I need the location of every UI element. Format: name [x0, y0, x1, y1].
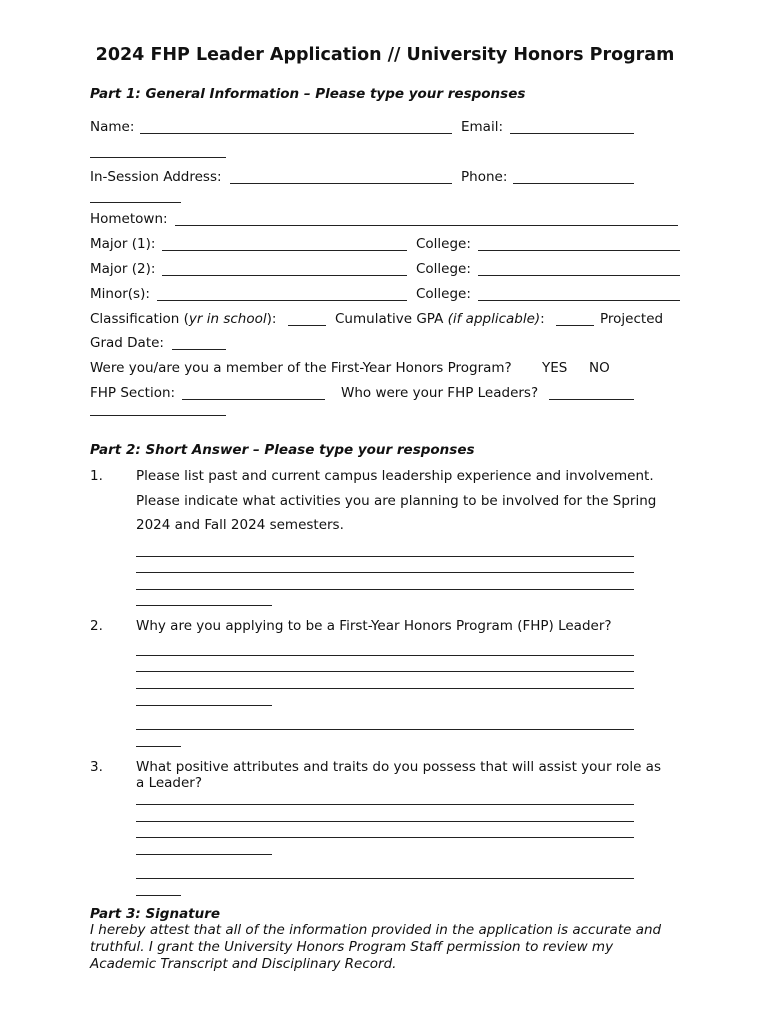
- college3-field[interactable]: [478, 300, 680, 301]
- q1-answer-line[interactable]: [136, 556, 634, 557]
- address-label: In-Session Address:: [90, 169, 222, 185]
- part3-heading: Part 3: Signature: [90, 906, 221, 922]
- college2-field[interactable]: [478, 275, 680, 276]
- attestation-line2: truthful. I grant the University Honors Program Staff permission to review my: [90, 939, 614, 955]
- q1-text-line2: Please indicate what activities you are planning to be involved for the Spring: [136, 493, 657, 509]
- q3-text-line2: a Leader?: [136, 775, 203, 791]
- leaders-field[interactable]: [549, 399, 634, 400]
- leaders-label: Who were your FHP Leaders?: [341, 385, 539, 401]
- q1-number: 1.: [90, 468, 103, 484]
- projected-label: Projected: [600, 311, 664, 327]
- q1-text-line1: Please list past and current campus leadership experience and involvement.: [136, 468, 654, 484]
- q3-answer-line[interactable]: [136, 878, 634, 879]
- grad-date-field[interactable]: [172, 349, 226, 350]
- name-field[interactable]: [140, 133, 452, 134]
- major1-label: Major (1):: [90, 236, 156, 252]
- phone-label: Phone:: [461, 169, 508, 185]
- section-field[interactable]: [182, 399, 325, 400]
- email-field[interactable]: [510, 133, 634, 134]
- phone-field[interactable]: [513, 183, 634, 184]
- leaders-field-continued[interactable]: [90, 415, 226, 416]
- q2-number: 2.: [90, 618, 103, 634]
- q3-answer-line[interactable]: [136, 821, 634, 822]
- major1-field[interactable]: [162, 250, 407, 251]
- q2-answer-line[interactable]: [136, 746, 181, 747]
- q1-answer-line[interactable]: [136, 589, 634, 590]
- gpa-field[interactable]: [556, 325, 594, 326]
- college2-label: College:: [416, 261, 471, 277]
- college1-field[interactable]: [478, 250, 680, 251]
- no-option[interactable]: NO: [589, 360, 610, 376]
- classification-field[interactable]: [288, 325, 326, 326]
- q2-answer-line[interactable]: [136, 705, 272, 706]
- phone-field-continued[interactable]: [90, 202, 181, 203]
- member-question: Were you/are you a member of the First-Year Honors Program?: [90, 360, 512, 376]
- q2-text: Why are you applying to be a First-Year Honors Program (FHP) Leader?: [136, 618, 612, 634]
- gpa-label: Cumulative GPA (if applicable):: [335, 311, 545, 327]
- q3-text-line1: What positive attributes and traits do you possess that will assist your role as: [136, 759, 661, 775]
- part1-heading: Part 1: General Information – Please type your responses: [90, 86, 526, 102]
- minor-field[interactable]: [157, 300, 407, 301]
- q3-number: 3.: [90, 759, 103, 775]
- q2-answer-line[interactable]: [136, 655, 634, 656]
- q3-answer-line[interactable]: [136, 895, 181, 896]
- q2-answer-line[interactable]: [136, 688, 634, 689]
- address-field[interactable]: [230, 183, 452, 184]
- major2-label: Major (2):: [90, 261, 156, 277]
- q1-answer-line[interactable]: [136, 572, 634, 573]
- q3-answer-line[interactable]: [136, 854, 272, 855]
- college3-label: College:: [416, 286, 471, 302]
- attestation-line3: Academic Transcript and Disciplinary Record.: [90, 956, 397, 972]
- email-label: Email:: [461, 119, 504, 135]
- part2-heading: Part 2: Short Answer – Please type your responses: [90, 442, 475, 458]
- name-label: Name:: [90, 119, 135, 135]
- q2-answer-line[interactable]: [136, 729, 634, 730]
- college1-label: College:: [416, 236, 471, 252]
- grad-date-label: Grad Date:: [90, 335, 164, 351]
- classification-label: Classification (yr in school):: [90, 311, 277, 327]
- hometown-field[interactable]: [175, 225, 678, 226]
- q1-text-line3: 2024 and Fall 2024 semesters.: [136, 517, 344, 533]
- q3-answer-line[interactable]: [136, 804, 634, 805]
- major2-field[interactable]: [162, 275, 407, 276]
- q2-answer-line[interactable]: [136, 671, 634, 672]
- section-label: FHP Section:: [90, 385, 176, 401]
- attestation-line1: I hereby attest that all of the information provided in the application is accurate and: [90, 922, 662, 938]
- email-field-continued[interactable]: [90, 157, 226, 158]
- q3-answer-line[interactable]: [136, 837, 634, 838]
- yes-option[interactable]: YES: [542, 360, 568, 376]
- minor-label: Minor(s):: [90, 286, 150, 302]
- page-title: 2024 FHP Leader Application // University Honors Program: [95, 45, 675, 65]
- q1-answer-line[interactable]: [136, 605, 272, 606]
- hometown-label: Hometown:: [90, 211, 168, 227]
